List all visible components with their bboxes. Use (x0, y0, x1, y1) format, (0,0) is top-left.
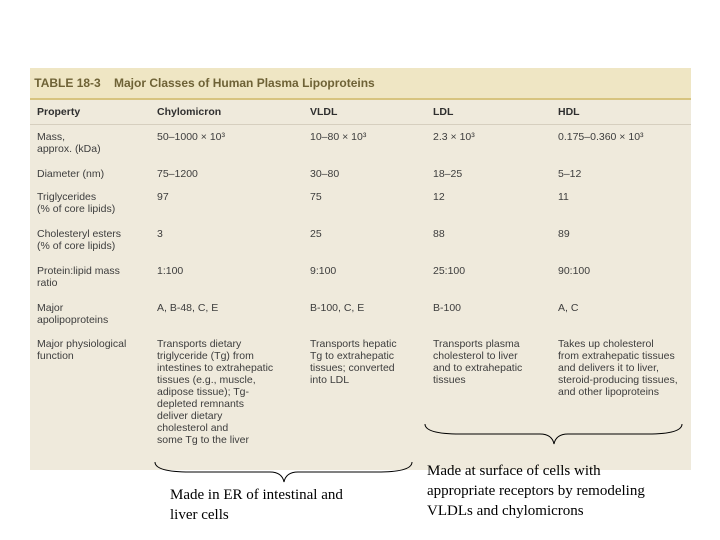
row-protein-lipid-vldl: 9:100 (310, 265, 337, 277)
lipoprotein-table (30, 68, 691, 470)
row-diameter-vldl: 30–80 (310, 168, 340, 180)
row-protein-lipid-hdl: 90:100 (558, 265, 591, 277)
table-title: Major Classes of Human Plasma Lipoproteins (114, 76, 375, 90)
row-apolipoproteins-hdl: A, C (558, 302, 579, 314)
row-protein-lipid-ldl: 25:100 (433, 265, 466, 277)
table-title-bar (30, 68, 691, 100)
header-vldl: VLDL (310, 106, 338, 118)
row-mass-hdl: 0.175–0.360 × 10³ (558, 131, 644, 143)
row-cholesteryl-vldl: 25 (310, 228, 322, 240)
row-apolipoproteins-property: Major apolipoproteins (37, 302, 109, 326)
row-protein-lipid-chylomicron: 1:100 (157, 265, 184, 277)
row-apolipoproteins-ldl: B-100 (433, 302, 462, 314)
row-function-chylomicron: Transports dietary triglyceride (Tg) from intestines to extrahepatic tissues (e.g., muscle, adipose tissue); Tg- depleted remnants deliver dietary cholesterol and some Tg to the liver (157, 338, 274, 446)
right-brace (420, 420, 690, 450)
row-diameter-chylomicron: 75–1200 (157, 168, 198, 180)
row-diameter-property: Diameter (nm) (37, 168, 105, 180)
row-mass-vldl: 10–80 × 10³ (310, 131, 367, 143)
row-mass-ldl: 2.3 × 10³ (433, 131, 475, 143)
row-function-property: Major physiological function (37, 338, 127, 362)
row-mass-property: Mass, approx. (kDa) (37, 131, 101, 155)
row-triglycerides-property: Triglycerides (% of core lipids) (37, 191, 116, 215)
row-cholesteryl-property: Cholesteryl esters (% of core lipids) (37, 228, 122, 252)
row-mass-chylomicron: 50–1000 × 10³ (157, 131, 226, 143)
annotation-right: Made at surface of cells with appropriate receptors by remodeling VLDLs and chylomicrons (427, 463, 645, 519)
row-triglycerides-vldl: 75 (310, 191, 322, 203)
row-function-ldl: Transports plasma cholesterol to liver and to extrahepatic tissues (433, 338, 523, 386)
header-hdl: HDL (558, 106, 580, 118)
row-cholesteryl-chylomicron: 3 (157, 228, 163, 240)
row-diameter-ldl: 18–25 (433, 168, 463, 180)
row-triglycerides-chylomicron: 97 (157, 191, 169, 203)
header-property: Property (37, 106, 81, 118)
table-header-row (30, 100, 691, 125)
table-number: TABLE 18-3 (34, 76, 101, 90)
row-cholesteryl-ldl: 88 (433, 228, 445, 240)
row-protein-lipid-property: Protein:lipid mass ratio (37, 265, 120, 289)
row-function-hdl: Takes up cholesterol from extrahepatic tissues and delivers it to liver, steroid-producing tissues, and other lipoproteins (558, 338, 678, 398)
row-triglycerides-hdl: 11 (558, 191, 569, 203)
annotation-left: Made in ER of intestinal and liver cells (170, 487, 343, 523)
row-triglycerides-ldl: 12 (433, 191, 445, 203)
row-diameter-hdl: 5–12 (558, 168, 582, 180)
row-apolipoproteins-vldl: B-100, C, E (310, 302, 365, 314)
left-brace (150, 458, 420, 488)
header-ldl: LDL (433, 106, 454, 118)
row-apolipoproteins-chylomicron: A, B-48, C, E (157, 302, 219, 314)
header-chylomicron: Chylomicron (157, 106, 222, 118)
row-cholesteryl-hdl: 89 (558, 228, 570, 240)
row-function-vldl: Transports hepatic Tg to extrahepatic tissues; converted into LDL (310, 338, 397, 386)
